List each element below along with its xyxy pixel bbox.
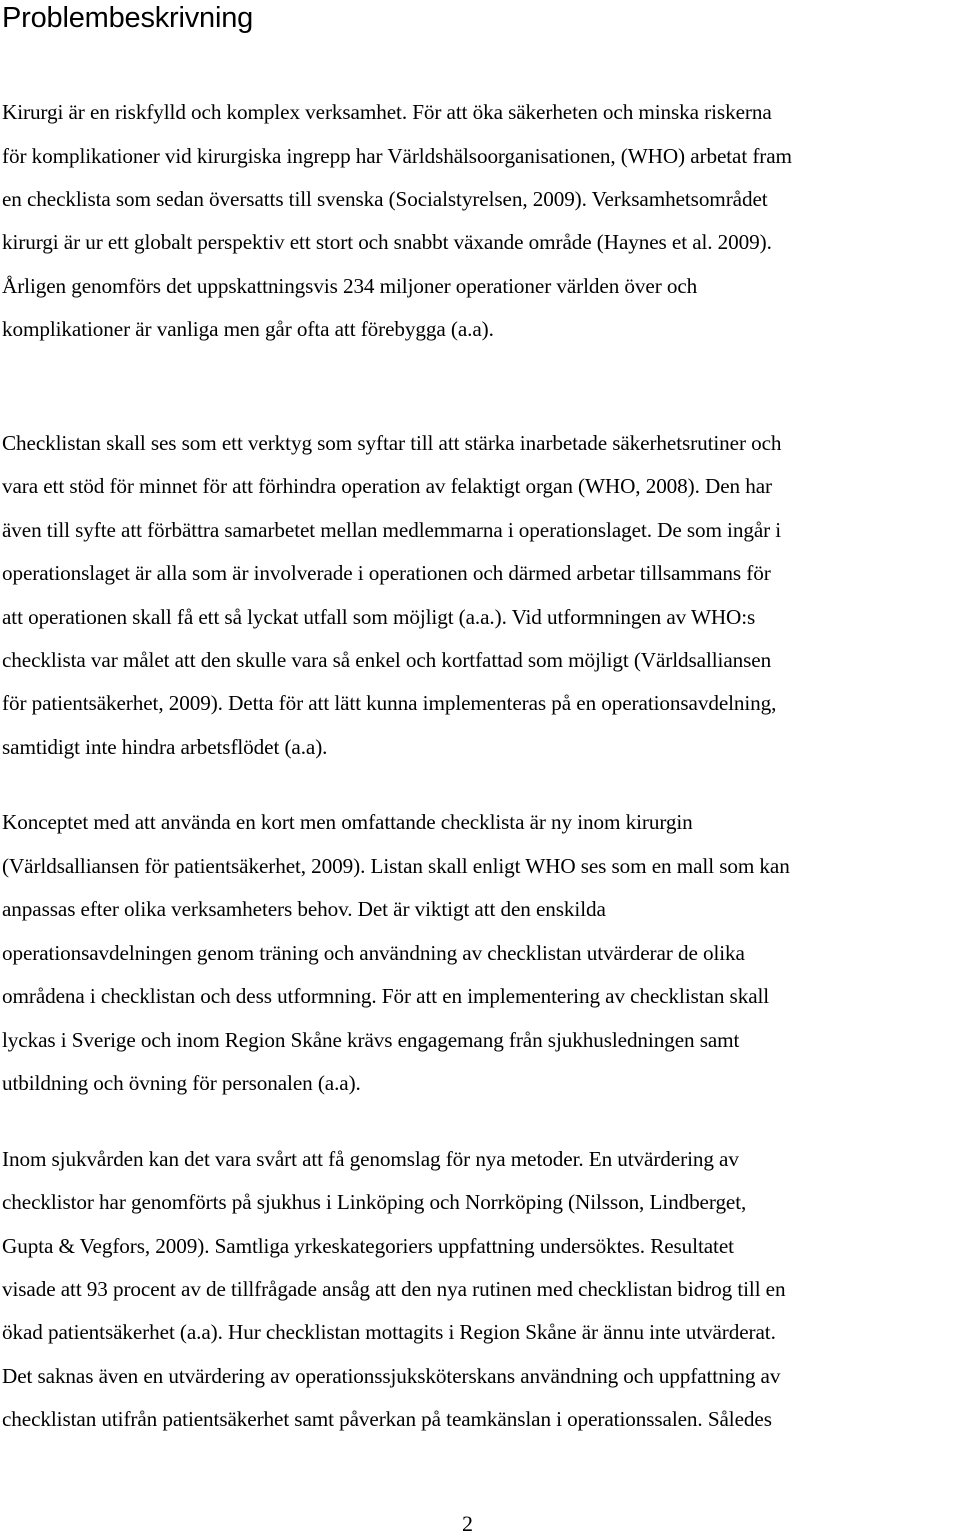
text-line: vara ett stöd för minnet för att förhindra operation av felaktigt organ (WHO, 2008). Den har — [2, 474, 772, 498]
text-line: ökad patientsäkerhet (a.a). Hur checklistan mottagits i Region Skåne är ännu inte utvärderat. — [2, 1320, 776, 1344]
page-number: 2 — [462, 1511, 473, 1536]
text-line: för patientsäkerhet, 2009). Detta för att lätt kunna implementeras på en operationsavdelning, — [2, 691, 777, 715]
text-line: Konceptet med att använda en kort men omfattande checklista är ny inom kirurgin — [2, 810, 693, 834]
text-line: att operationen skall få ett så lyckat utfall som möjligt (a.a.). Vid utformningen av WHO:s — [2, 605, 756, 629]
text-line: checklista var målet att den skulle vara så enkel och kortfattad som möjligt (Världsalliansen — [2, 648, 772, 672]
text-line: Årligen genomförs det uppskattningsvis 234 miljoner operationer världen över och — [2, 274, 698, 298]
text-line: (Världsalliansen för patientsäkerhet, 2009). Listan skall enligt WHO ses som en mall som kan — [2, 854, 790, 878]
text-line: lyckas i Sverige och inom Region Skåne krävs engagemang från sjukhusledningen samt — [2, 1028, 740, 1052]
text-line: Det saknas även en utvärdering av operationssjuksköterskans användning och uppfattning av — [2, 1364, 781, 1388]
section-heading: Problembeskrivning — [2, 2, 254, 34]
text-line: områdena i checklistan och dess utformning. För att en implementering av checklistan skall — [2, 984, 770, 1008]
text-line: en checklista som sedan översatts till svenska (Socialstyrelsen, 2009). Verksamhetsområdet — [2, 187, 768, 211]
text-line: anpassas efter olika verksamheters behov. Det är viktigt att den enskilda — [2, 897, 606, 921]
text-line: visade att 93 procent av de tillfrågade ansåg att den nya rutinen med checklistan bidrog till en — [2, 1277, 786, 1301]
text-line: samtidigt inte hindra arbetsflödet (a.a). — [2, 735, 328, 759]
text-line: operationslaget är alla som är involverade i operationen och därmed arbetar tillsammans för — [2, 561, 771, 585]
text-line: Gupta & Vegfors, 2009). Samtliga yrkeskategoriers uppfattning undersöktes. Resultatet — [2, 1234, 734, 1258]
text-line: kirurgi är ur ett globalt perspektiv ett stort och snabbt växande område (Haynes et al. 2009). — [2, 230, 772, 254]
text-line: Inom sjukvården kan det vara svårt att få genomslag för nya metoder. En utvärdering av — [2, 1147, 739, 1171]
text-line: för komplikationer vid kirurgiska ingrepp har Världshälsoorganisationen, (WHO) arbetat fram — [2, 144, 792, 168]
text-line: även till syfte att förbättra samarbetet mellan medlemmarna i operationslaget. De som ingår i — [2, 518, 782, 542]
text-line: checklistan utifrån patientsäkerhet samt påverkan på teamkänslan i operationssalen. Således — [2, 1407, 772, 1431]
text-line: operationsavdelningen genom träning och användning av checklistan utvärderar de olika — [2, 941, 745, 965]
text-line: Kirurgi är en riskfylld och komplex verksamhet. För att öka säkerheten och minska riskerna — [2, 100, 772, 124]
text-line: utbildning och övning för personalen (a.a). — [2, 1071, 361, 1095]
text-line: Checklistan skall ses som ett verktyg som syftar till att stärka inarbetade säkerhetsrutiner och — [2, 431, 782, 455]
text-line: komplikationer är vanliga men går ofta att förebygga (a.a). — [2, 317, 494, 341]
text-line: checklistor har genomförts på sjukhus i Linköping och Norrköping (Nilsson, Lindberget, — [2, 1190, 747, 1214]
